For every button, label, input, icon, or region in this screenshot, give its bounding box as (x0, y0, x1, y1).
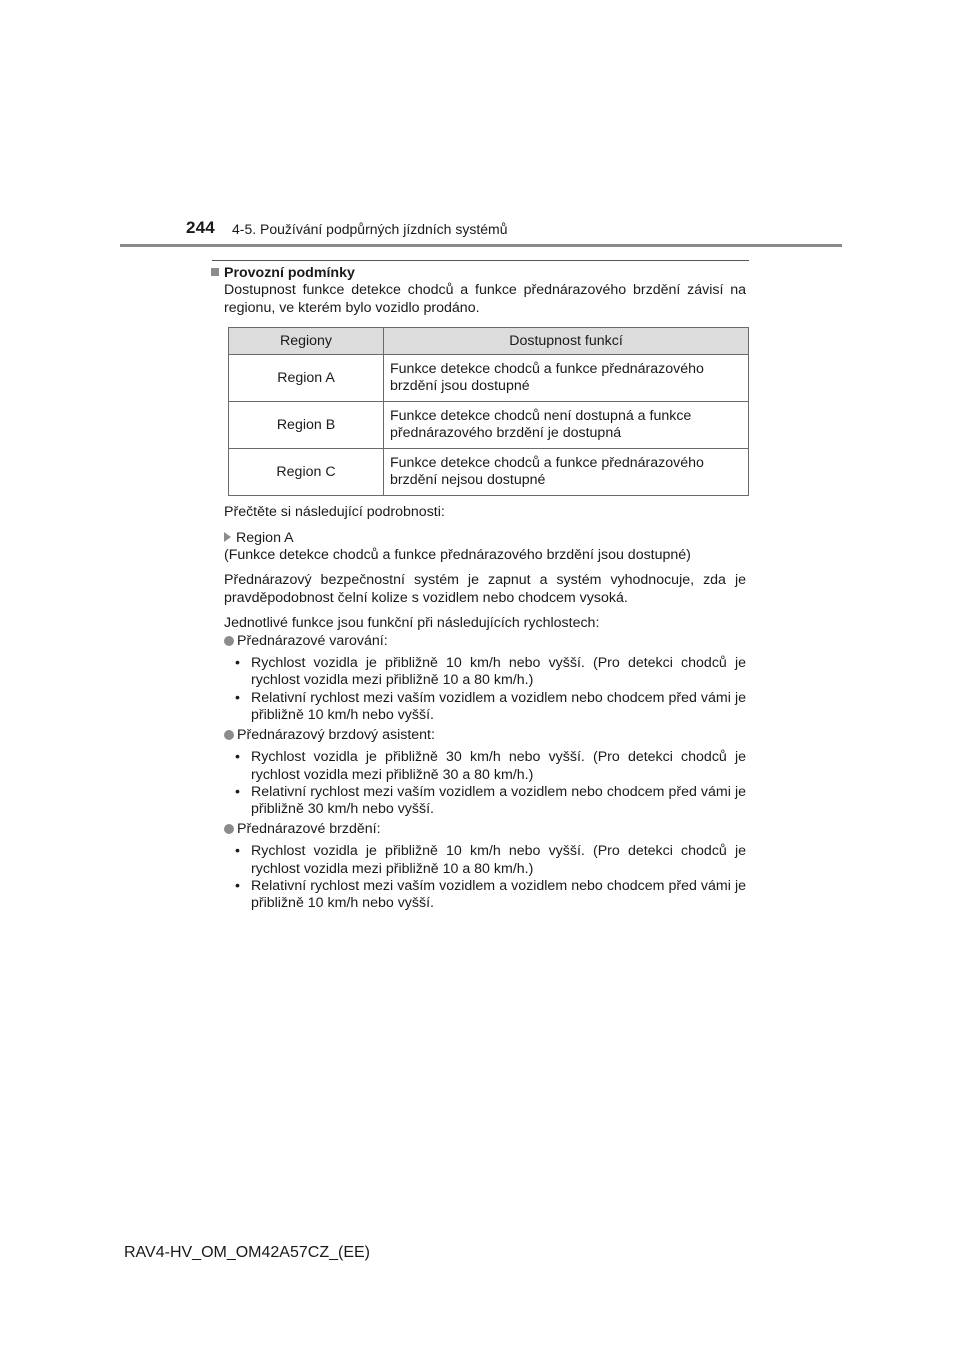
page-number: 244 (186, 218, 215, 237)
function-conditions-list (211, 843, 746, 913)
list-item-text: Rychlost vozidla je přibližně 10 km/h nebo vyšší. (Pro detekci chodců je rychlost vozidla mezi přibližně 10 a 80 km/h.) (251, 655, 746, 689)
header-rule (120, 244, 842, 247)
table-row (229, 449, 749, 496)
triangle-bullet-icon (224, 532, 231, 542)
table-cell-availability: Funkce detekce chodců a funkce přednárazového brzdění nejsou dostupné (384, 449, 749, 496)
list-item (211, 655, 746, 690)
table-cell-region: Region C (229, 449, 384, 496)
function-heading (224, 727, 746, 744)
function-conditions-list (211, 749, 746, 819)
list-item (211, 749, 746, 784)
region-a-subtitle: (Funkce detekce chodců a funkce přednárazového brzdění jsou dostupné) (224, 547, 691, 564)
speed-intro-paragraph: Jednotlivé funkce jsou funkční při následujících rychlostech: (224, 615, 600, 632)
function-conditions-list (211, 655, 746, 725)
content-top-rule (212, 260, 749, 261)
list-item (211, 784, 746, 819)
table-header-row (229, 328, 749, 355)
circle-bullet-icon (224, 824, 234, 834)
section-heading-text: Provozní podmínky (224, 265, 355, 281)
list-item-text: Relativní rychlost mezi vaším vozidlem a vozidlem nebo chodcem před vámi je přibližně 30 km/h nebo vyšší. (251, 783, 746, 818)
document-code: RAV4-HV_OM_OM42A57CZ_(EE) (124, 1244, 370, 1261)
function-title: Přednárazový brzdový asistent: (237, 726, 435, 743)
bullet-dot-icon: • (235, 655, 240, 672)
table-row (229, 355, 749, 402)
section-heading (211, 265, 746, 282)
table-cell-region: Region B (229, 402, 384, 449)
list-item-text: Rychlost vozidla je přibližně 10 km/h nebo vyšší. (Pro detekci chodců je rychlost vozidla mezi přibližně 10 a 80 km/h.) (251, 843, 746, 877)
circle-bullet-icon (224, 636, 234, 646)
function-title: Přednárazové varování: (237, 632, 388, 649)
region-a-title: Region A (236, 529, 294, 546)
page-content (211, 265, 746, 913)
intro-paragraph: Dostupnost funkce detekce chodců a funkce přednárazového brzdění závisí na regionu, ve kterém bylo vozidlo prodáno. (224, 282, 746, 316)
table-row (229, 402, 749, 449)
table-cell-region: Region A (229, 355, 384, 402)
list-item-text: Relativní rychlost mezi vaším vozidlem a vozidlem nebo chodcem před vámi je přibližně 10 km/h nebo vyšší. (251, 877, 746, 912)
function-heading (224, 633, 746, 650)
bullet-dot-icon: • (235, 749, 240, 766)
list-item-text: Relativní rychlost mezi vaším vozidlem a vozidlem nebo chodcem před vámi je přibližně 10 km/h nebo vyšší. (251, 689, 746, 724)
function-title: Přednárazové brzdění: (237, 820, 381, 837)
region-a-block (224, 530, 746, 565)
description-paragraph: Přednárazový bezpečnostní systém je zapnut a systém vyhodnocuje, zda je pravděpodobnost čelní kolize s vozidlem nebo chodcem vysoká. (224, 572, 746, 606)
bullet-dot-icon: • (235, 843, 240, 860)
list-item (211, 878, 746, 913)
circle-bullet-icon (224, 730, 234, 740)
table-cell-availability: Funkce detekce chodců a funkce přednárazového brzdění jsou dostupné (384, 355, 749, 402)
table-header-regions: Regiony (229, 328, 384, 355)
function-heading (224, 821, 746, 838)
list-item (211, 690, 746, 725)
table-cell-availability: Funkce detekce chodců není dostupná a funkce přednárazového brzdění je dostupná (384, 402, 749, 449)
table-header-availability: Dostupnost funkcí (384, 328, 749, 355)
section-title: 4-5. Používání podpůrných jízdních systémů (232, 221, 508, 237)
square-bullet-icon (211, 268, 219, 276)
read-more-text: Přečtěte si následující podrobnosti: (224, 504, 445, 521)
bullet-dot-icon: • (235, 689, 240, 706)
bullet-dot-icon: • (235, 877, 240, 894)
region-availability-table (228, 327, 749, 496)
list-item (211, 843, 746, 878)
bullet-dot-icon: • (235, 783, 240, 800)
list-item-text: Rychlost vozidla je přibližně 30 km/h nebo vyšší. (Pro detekci chodců je rychlost vozidla mezi přibližně 30 a 80 km/h.) (251, 749, 746, 783)
